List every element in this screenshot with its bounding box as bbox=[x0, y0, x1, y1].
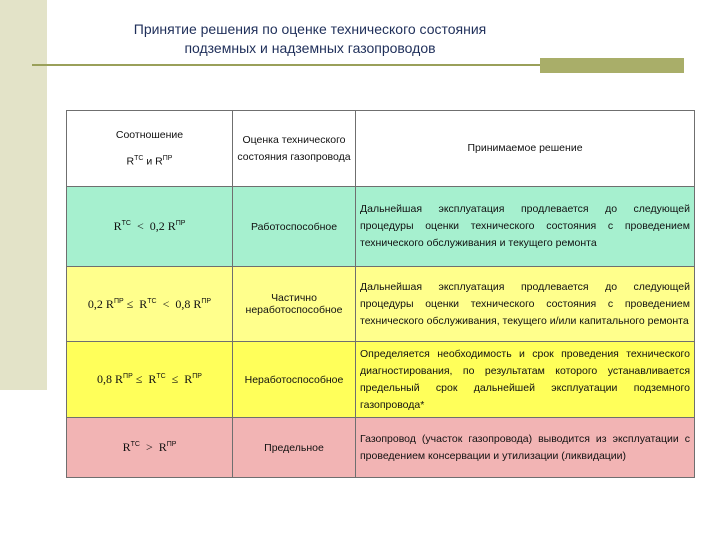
decision-cell: Дальнейшая эксплуатация продлевается до следующей процедуры оценки технического состояния с проведением технического обслуживания и текущего ремонта bbox=[356, 187, 695, 267]
page-title-line-2: подземных и надземных газопроводов bbox=[184, 40, 436, 56]
side-decor-bar bbox=[0, 0, 47, 390]
decision-table bbox=[66, 110, 695, 478]
decision-cell: Определяется необходимость и срок проведения технического диагностирования, по результатам которого устанавливается предельный срок дальнейшей эксплуатации подземного газопровода* bbox=[356, 342, 695, 418]
header-assessment-cell: Оценка технического состояния газопровода bbox=[233, 111, 356, 187]
page-title bbox=[60, 20, 560, 58]
decision-cell: Газопровод (участок газопровода) выводится из эксплуатации с проведением консервации и утилизации (ликвидации) bbox=[356, 418, 695, 478]
header-ratio-cell bbox=[67, 111, 233, 187]
header-ratio-sup1: ТС bbox=[134, 154, 144, 162]
page-title-line-1: Принятие решения по оценке технического состояния bbox=[133, 21, 487, 37]
condition-cell: 0,8 $R^{ПР} \le R^{ТС} \le R^{ПР}$ bbox=[67, 342, 233, 418]
assessment-cell: Частично неработоспособное bbox=[233, 267, 356, 342]
title-underline-accent bbox=[540, 58, 684, 73]
assessment-cell: Предельное bbox=[233, 418, 356, 478]
condition-cell: $R^{ТС} > R^{ПР}$ bbox=[67, 418, 233, 478]
decision-cell: Дальнейшая эксплуатация продлевается до следующей процедуры оценки технического состояния с проведением технического обслуживания, текущего и/или капитального ремонта bbox=[356, 267, 695, 342]
assessment-cell: Работоспособное bbox=[233, 187, 356, 267]
table-row bbox=[67, 418, 695, 478]
table-row bbox=[67, 342, 695, 418]
header-ratio-and: и R bbox=[143, 155, 163, 168]
assessment-cell: Неработоспособное bbox=[233, 342, 356, 418]
header-ratio-formula bbox=[71, 150, 228, 171]
condition-cell: 0,2 $R^{ПР} \le R^{ТС} < 0,8$ $R^{ПР}$ bbox=[67, 267, 233, 342]
table-row bbox=[67, 187, 695, 267]
header-ratio-label: Соотношение bbox=[115, 128, 184, 141]
table-header-row bbox=[67, 111, 695, 187]
header-ratio-sup2: ПР bbox=[162, 154, 173, 162]
table-row bbox=[67, 267, 695, 342]
header-decision-cell: Принимаемое решение bbox=[356, 111, 695, 187]
header-ratio-r1: R bbox=[126, 155, 135, 168]
condition-cell: $R^{ТС} < 0,2$ $R^{ПР}$ bbox=[67, 187, 233, 267]
